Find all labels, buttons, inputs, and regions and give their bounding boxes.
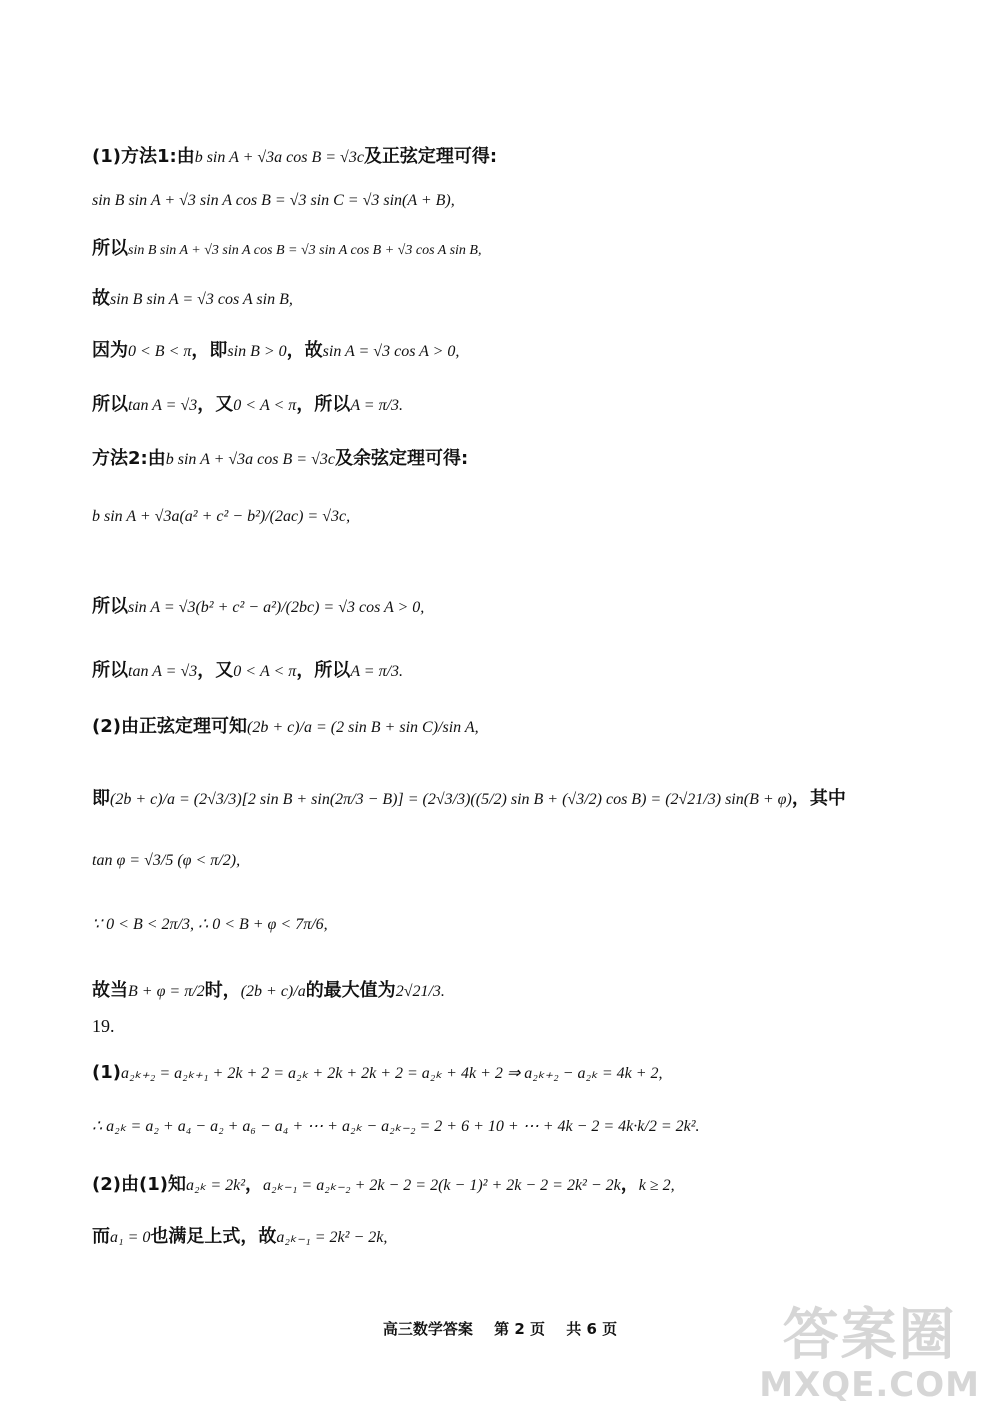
solution-line	[92, 712, 479, 738]
math-expression: sin B sin A + √3 sin A cos B = √3 sin A cos B + √3 cos A sin B,	[128, 243, 482, 258]
line-text: 及正弦定理可得:	[363, 146, 498, 167]
line-text: 方法2:由	[92, 448, 166, 469]
math-expression: (2b + c)/a = (2 sin B + sin C)/sin A,	[246, 719, 479, 736]
math-expression: sin B > 0	[227, 343, 287, 360]
math-expression: A = π/3.	[350, 397, 404, 414]
math-expression: a₁ = 0	[110, 1229, 151, 1246]
math-expression: sin B sin A = √3 cos A sin B,	[110, 291, 293, 308]
math-expression: (2b + c)/a	[240, 983, 306, 1000]
math-expression: ∴ a₂ₖ = a₂ + a₄ − a₂ + a₆ − a₄ + ⋯ + a₂ₖ − a₂ₖ₋₂ = 2 + 6 + 10 + ⋯ + 4k − 2 = 4k·k/2 = 2k².	[92, 1118, 700, 1135]
line-text: 即	[92, 788, 110, 809]
solution-line	[92, 336, 459, 362]
line-text: 故当	[92, 980, 128, 1001]
math-expression: a₂ₖ₊₂ = a₂ₖ₊₁ + 2k + 2 = a₂ₖ + 2k + 2k + 2 = a₂ₖ + 4k + 2 ⇒ a₂ₖ₊₂ − a₂ₖ = 4k + 2,	[120, 1065, 663, 1082]
math-expression: sin A = √3(b² + c² − a²)/(2bc) = √3 cos A > 0,	[128, 599, 425, 616]
solution-line	[92, 506, 350, 526]
line-text: 19.	[92, 1016, 115, 1036]
solution-line	[92, 850, 240, 870]
line-text: 时，	[204, 980, 241, 1001]
solution-line	[92, 1062, 663, 1083]
math-expression: 2√21/3.	[395, 983, 445, 1000]
math-expression: 0 < B < π	[128, 343, 192, 360]
solution-line	[92, 784, 846, 810]
line-text: 而	[92, 1226, 110, 1247]
math-expression: tan φ = √3/5 (φ < π/2),	[92, 852, 241, 869]
solution-line	[92, 1116, 700, 1136]
line-text: ，又	[197, 660, 234, 681]
line-text: 也满足上式，故	[150, 1226, 277, 1247]
line-text: (1)方法1:由	[92, 146, 195, 167]
line-text: (2)由正弦定理可知	[92, 716, 247, 737]
solution-line	[92, 1222, 387, 1248]
footer-page-number: 第 2 页	[494, 1320, 545, 1338]
footer-total-pages: 共 6 页	[566, 1320, 618, 1338]
math-expression: b sin A + √3a(a² + c² − b²)/(2ac) = √3c,	[92, 508, 351, 525]
line-text: 所以	[92, 596, 128, 617]
math-expression: B + φ = π/2	[128, 983, 205, 1000]
math-expression: ∵ 0 < B < 2π/3, ∴ 0 < B + φ < 7π/6,	[92, 916, 328, 933]
line-text: ，又	[197, 394, 234, 415]
line-text: (1)	[92, 1062, 121, 1083]
math-expression: A = π/3.	[350, 663, 404, 680]
footer-title: 高三数学答案	[382, 1320, 473, 1338]
math-expression: sin B sin A + √3 sin A cos B = √3 sin C = √3 sin(A + B),	[92, 192, 455, 209]
solution-line	[92, 914, 328, 934]
solution-line	[92, 592, 424, 618]
watermark-logo: 答案圈	[782, 1303, 957, 1368]
math-expression: a₂ₖ = 2k²	[185, 1177, 246, 1194]
line-text: ，	[620, 1174, 639, 1195]
solution-line	[92, 444, 468, 470]
line-text: ，其中	[791, 788, 846, 809]
watermark	[759, 1303, 980, 1405]
math-expression: b sin A + √3a cos B = √3c	[165, 451, 335, 468]
watermark-url: MXQE.COM	[759, 1365, 980, 1405]
solution-line	[92, 284, 293, 310]
line-text: 所以	[92, 394, 128, 415]
solution-line	[92, 1016, 115, 1037]
solution-line	[92, 234, 481, 260]
line-text: 因为	[92, 340, 128, 361]
solution-line	[92, 142, 497, 168]
solution-line	[92, 1170, 675, 1196]
line-text: 所以	[92, 660, 128, 681]
line-text: 故	[92, 288, 110, 309]
solution-line	[92, 390, 403, 416]
line-text: 及余弦定理可得:	[334, 448, 469, 469]
line-text: ，故	[286, 340, 323, 361]
line-text: ，	[245, 1174, 264, 1195]
math-expression: a₂ₖ₋₁ = 2k² − 2k,	[276, 1229, 388, 1246]
line-text: ，所以	[296, 660, 351, 681]
math-expression: (2b + c)/a = (2√3/3)[2 sin B + sin(2π/3 − B)] = (2√3/3)((5/2) sin B + (√3/2) cos B) = (2√21/3) sin(B + φ)	[110, 791, 792, 808]
math-expression: b sin A + √3a cos B = √3c	[194, 149, 364, 166]
solution-line	[92, 656, 403, 682]
line-text: ，即	[191, 340, 228, 361]
math-expression: tan A = √3	[128, 397, 198, 414]
line-text: 的最大值为	[305, 980, 396, 1001]
line-text: 所以	[92, 238, 128, 259]
solution-line	[92, 190, 455, 210]
math-expression: tan A = √3	[128, 663, 198, 680]
line-text: ，所以	[296, 394, 351, 415]
math-expression: 0 < A < π	[233, 397, 297, 414]
line-text: (2)由(1)知	[92, 1174, 186, 1195]
math-expression: k ≥ 2,	[638, 1177, 675, 1194]
math-expression: 0 < A < π	[233, 663, 297, 680]
math-expression: a₂ₖ₋₁ = a₂ₖ₋₂ + 2k − 2 = 2(k − 1)² + 2k − 2 = 2k² − 2k	[263, 1177, 621, 1194]
math-expression: sin A = √3 cos A > 0,	[322, 343, 460, 360]
solution-line	[92, 976, 445, 1002]
